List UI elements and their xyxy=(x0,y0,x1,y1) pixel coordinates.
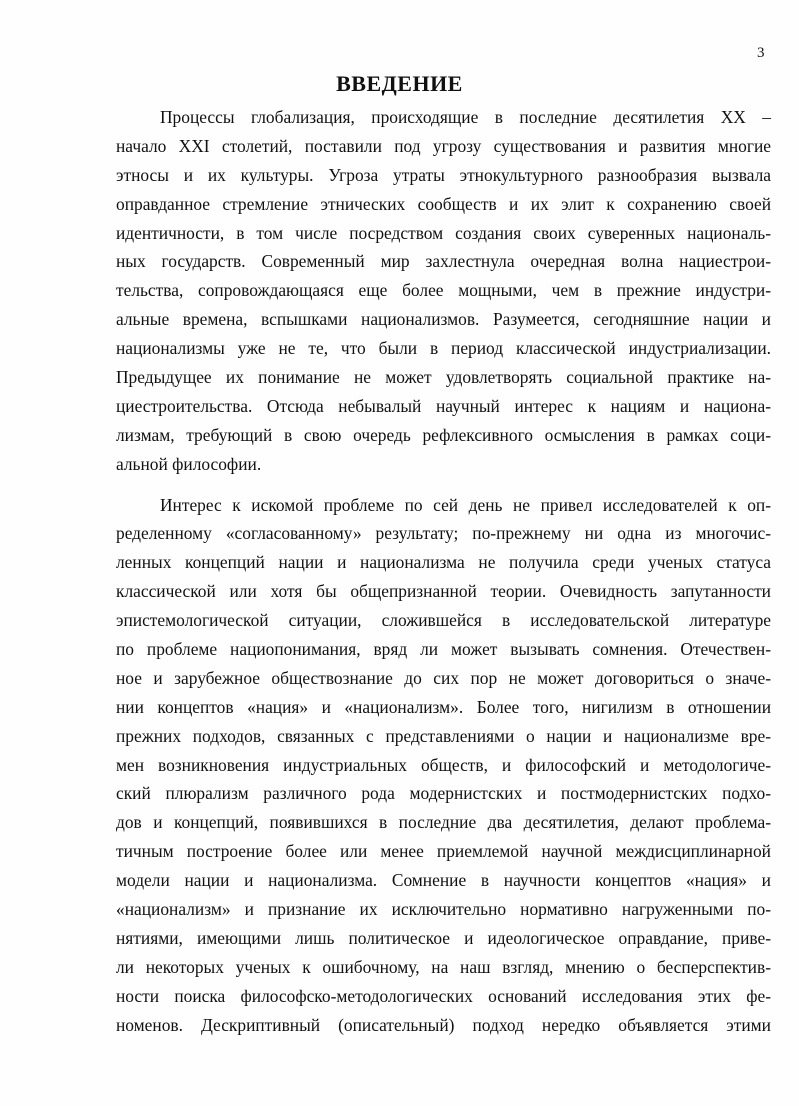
text-line: по проблеме нациопонимания, вряд ли может вызывать сомнения. Отечествен- xyxy=(116,639,771,660)
text-line: ности поиска философско-методологических оснований исследования этих фе- xyxy=(116,985,771,1006)
text-line: Интерес к искомой проблеме по сей день не привел исследователей к оп- xyxy=(160,494,771,515)
paragraph-2 xyxy=(116,491,771,1040)
text-line: циестроительства. Отсюда небывалый научный интерес к нациям и национа- xyxy=(116,395,771,416)
body-text xyxy=(116,103,771,1040)
text-line: национализмы уже не те, что были в период классической индустриализации. xyxy=(116,338,771,359)
text-line: нятиями, имеющими лишь политическое и идеологическое оправдание, приве- xyxy=(116,927,771,948)
text-line: эпистемологической ситуации, сложившейся в исследовательской литературе xyxy=(116,610,771,631)
paragraph-gap xyxy=(116,479,771,491)
text-line: Процессы глобализация, происходящие в последние десятилетия XX – xyxy=(160,107,771,127)
text-line: ли некоторых ученых к ошибочному, на наш взгляд, мнению о бесперспектив- xyxy=(116,956,771,977)
text-line: тельства, сопровождающаяся еще более мощными, чем в прежние индустри- xyxy=(116,280,771,301)
text-line: идентичности, в том числе посредством создания своих суверенных националь- xyxy=(116,222,771,243)
text-line: ленных концепций нации и национализма не получила среди ученых статуса xyxy=(116,552,771,573)
text-line: альные времена, вспышками национализмов. Разумеется, сегодняшние нации и xyxy=(116,309,771,330)
text-line: начало XXI столетий, поставили под угрозу существования и развития многие xyxy=(116,135,771,156)
text-line: прежних подходов, связанных с представлениями о нации и национализме вре- xyxy=(116,725,771,746)
text-line: лизмам, требующий в свою очередь рефлексивного осмысления в рамках соци- xyxy=(116,424,771,445)
text-line: дов и концепций, появившихся в последние два десятилетия, делают проблема- xyxy=(116,812,771,833)
text-line: альной философии. xyxy=(116,453,262,474)
text-line: ных государств. Современный мир захлестнула очередная волна нациестрои- xyxy=(116,251,771,272)
text-line: этносы и их культуры. Угроза утраты этнокультурного разнообразия вызвала xyxy=(116,164,771,185)
text-line: тичным построение более или менее приемлемой научной междисциплинарной xyxy=(116,841,771,862)
text-line: номенов. Дескриптивный (описательный) подход нередко объявляется этими xyxy=(116,1014,771,1035)
text-line: ский плюрализм различного рода модернистских и постмодернистских подхо- xyxy=(116,783,771,804)
text-line: ное и зарубежное обществознание до сих пор не может договориться о значе- xyxy=(116,667,771,688)
text-line: мен возникновения индустриальных обществ, и философский и методологиче- xyxy=(116,754,771,775)
page-title: ВВЕДЕНИЕ xyxy=(336,71,463,96)
page-number: 3 xyxy=(757,45,765,61)
text-line: Предыдущее их понимание не может удовлетворять социальной практике на- xyxy=(116,367,771,388)
text-line: классической или хотя бы общепризнанной теории. Очевидность запутанности xyxy=(116,581,771,602)
text-line: модели нации и национализма. Сомнение в научности концептов «нация» и xyxy=(116,870,771,891)
text-line: нии концептов «нация» и «национализм». Более того, нигилизм в отношении xyxy=(116,696,771,717)
text-line: оправданное стремление этнических сообществ и их элит к сохранению своей xyxy=(116,193,771,214)
text-line: «национализм» и признание их исключительно нормативно нагруженными по- xyxy=(116,899,771,920)
paragraph-1 xyxy=(116,103,771,479)
text-line: ределенному «согласованному» результату; по-прежнему ни одна из многочис- xyxy=(116,523,771,544)
